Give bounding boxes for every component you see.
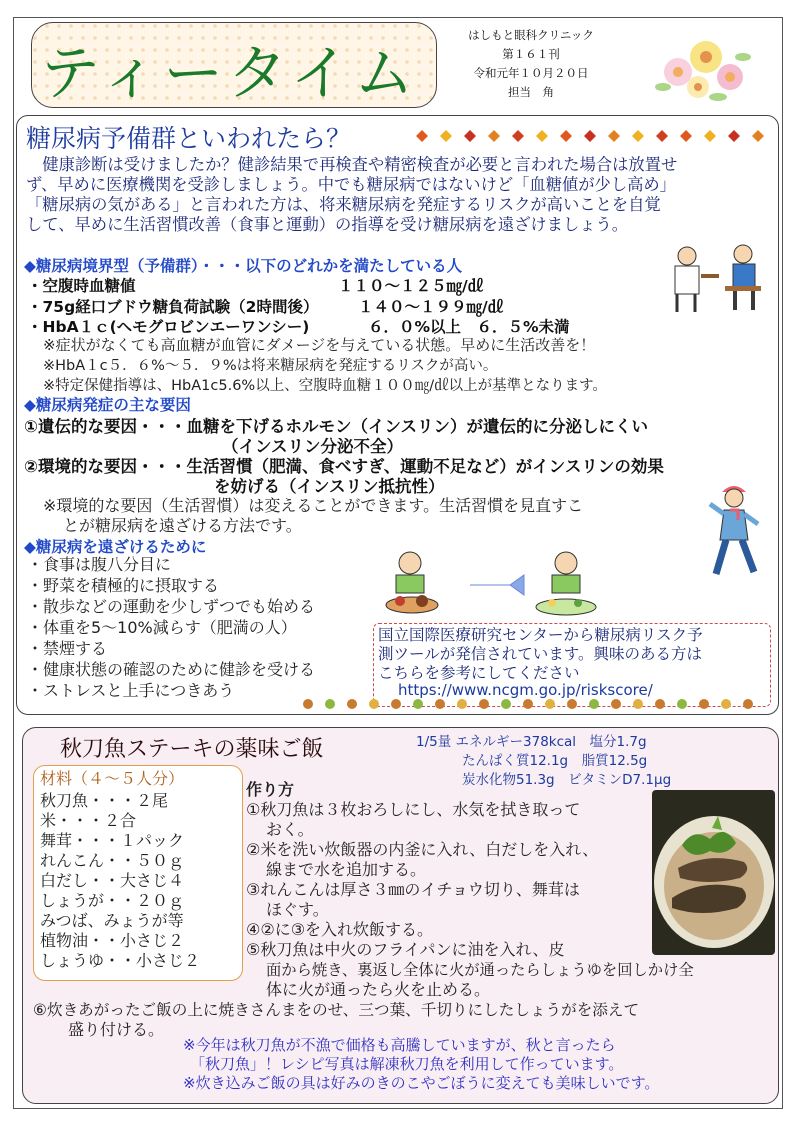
note-line: とが糖尿病を遠ざける方法です。 <box>63 516 302 535</box>
article-heading: 糖尿病予備群といわれたら？ <box>26 124 352 153</box>
issue-date: 令和元年１０月２０日 <box>473 66 589 80</box>
criterion-label: ・空腹時血糖値 <box>27 277 136 295</box>
prevention-item: ・食事は腹八分目に <box>27 555 172 574</box>
recipe-photo <box>652 790 775 955</box>
recipe-note: 「秋刀魚」！レシピ写真は解凍秋刀魚を利用して作っています。 <box>190 1055 624 1073</box>
step-line: 面から焼き、裏返し全体に火が通ったらしょうゆを回しかけ全 <box>266 961 694 979</box>
risk-tool-text: 測ツールが発信されています。興味のある方は <box>378 645 702 663</box>
step-line: ⑥炊きあがったご飯の上に焼きさんまをのせ、三つ葉、千切りにしたしょうがを添えて <box>33 1001 640 1019</box>
acorn-decoration-icon <box>300 698 770 710</box>
criterion-value: １１０～１２５㎎/㎗ <box>338 277 484 295</box>
risk-tool-text: 国立国際医療研究センターから糖尿病リスク予 <box>378 626 703 644</box>
ingredient-item: 植物油・・小さじ２ <box>40 931 185 950</box>
criterion-label: ・75g経口ブドウ糖負荷試験（2時間後） <box>27 298 319 316</box>
section-borderline-title: ◆糖尿病境界型（予備群）・・・以下のどれかを満たしている人 <box>24 257 463 275</box>
clinic-name: はしもと眼科クリニック <box>468 28 594 42</box>
step-line: 体に火が通ったら火を止める。 <box>266 980 491 999</box>
risk-tool-link[interactable]: https://www.ncgm.go.jp/riskscore/ <box>398 681 653 699</box>
criterion-value: １４０～１９９㎎/㎗ <box>358 298 504 316</box>
step-line: ほぐす。 <box>266 900 329 919</box>
cause-environmental: ②環境的な要因・・・生活習慣（肥満、食べすぎ、運動不足など）がインスリンの効果 <box>24 457 664 476</box>
section-prevention-title: ◆糖尿病を遠ざけるために <box>24 538 207 556</box>
step-line: 線まで水を追加する。 <box>266 860 427 879</box>
intro-line-1: 健康診断は受けましたか？健診結果で再検査や精密検査が必要と言われた場合は放置せ <box>26 155 678 174</box>
method-title: 作り方 <box>246 780 295 799</box>
nutrition-line: 1/5量 エネルギー378kcal 塩分1.7g <box>416 734 647 750</box>
newsletter-title: ティータイム <box>40 39 418 109</box>
prevention-item: ・ストレスと上手につきあう <box>27 681 235 700</box>
prevention-item: ・体重を5～10%減らす（肥満の人） <box>27 618 297 637</box>
author: 担当 角 <box>508 85 554 99</box>
step-line: おく。 <box>266 820 314 839</box>
nutrition-line: 炭水化物51.3g ビタミンD7.1μg <box>462 772 672 788</box>
autumn-leaves-decoration-icon <box>410 128 775 144</box>
step-line: ④②に③を入れ炊飯する。 <box>246 920 434 939</box>
prevention-item: ・禁煙する <box>27 639 108 658</box>
criterion-value: ６．０%以上 ６．５%未満 <box>368 318 570 336</box>
note-line: ※環境的な要因（生活習慣）は変えることができます。生活習慣を見直すこ <box>43 496 584 515</box>
step-line: ③れんこんは厚さ３㎜のイチョウ切り、舞茸は <box>246 880 580 899</box>
step-line: ①秋刀魚は３枚おろしにし、水気を拭き取って <box>246 800 581 819</box>
flower-illustration-icon <box>648 27 758 107</box>
prevention-item: ・健康状態の確認のために健診を受ける <box>27 660 316 679</box>
note-line: ※HbA１c５．６%～５．９%は将来糖尿病を発症するリスクが高い。 <box>43 358 498 374</box>
cause-environmental-detail: を妨げる（インスリン抵抗性） <box>214 477 445 496</box>
step-line: ②米を洗い炊飯器の内釜に入れ、白だしを入れ、 <box>246 840 599 859</box>
section-causes-title: ◆糖尿病発症の主な要因 <box>24 396 191 414</box>
note-line: ※症状がなくても高血糖が血管にダメージを与えている状態。早めに生活改善を！ <box>43 336 596 354</box>
ingredient-item: れんこん・・５０ｇ <box>40 851 185 870</box>
ingredient-item: しょうが・・２０ｇ <box>40 891 185 910</box>
intro-line-2: ず、早めに医療機関を受診しましょう。中でも糖尿病ではないけど「血糖値が少し高め」 <box>26 175 676 194</box>
ingredient-item: みつば、みょうが等 <box>40 911 184 930</box>
recipe-title: 秋刀魚ステーキの薬味ご飯 <box>60 737 324 762</box>
recipe-note: ※今年は秋刀魚が不漁で価格も高騰していますが、秋と言ったら <box>183 1036 616 1054</box>
cause-genetic-detail: （インスリン分泌不全） <box>222 437 404 456</box>
intro-line-3: 「糖尿病の気がある」と言われた方は、将来糖尿病を発症するリスクが高いことを自覚 <box>26 195 661 214</box>
nutrition-line: たんぱく質12.1g 脂質12.5g <box>462 753 648 769</box>
issue-number: 第１６１刊 <box>502 47 560 61</box>
healthy-eating-illustration-icon <box>380 545 602 620</box>
step-line: 盛り付ける。 <box>68 1020 165 1039</box>
step-line: ⑤秋刀魚は中火のフライパンに油を入れ、皮 <box>246 940 565 959</box>
ingredient-item: 米・・・２合 <box>40 811 137 830</box>
doctor-patient-illustration-icon <box>665 236 771 316</box>
note-line: ※特定保健指導は、HbA1c5.6%以上、空腹時血糖１００㎎/㎗以上が基準となります。 <box>43 378 607 394</box>
ingredient-item: しょうゆ・・小さじ２ <box>40 951 201 970</box>
ingredient-item: 白だし・・大さじ４ <box>40 871 185 890</box>
ingredient-item: 秋刀魚・・・２尾 <box>40 791 169 810</box>
prevention-item: ・野菜を積極的に摂取する <box>27 576 220 595</box>
risk-tool-text: こちらを参考にしてください <box>378 664 580 682</box>
criterion-label: ・HbA１ｃ(ヘモグロビンエーワンシー) <box>27 318 310 336</box>
intro-line-4: して、早めに生活習慣改善（食事と運動）の指導を受け糖尿病を遠ざけましょう。 <box>26 215 629 234</box>
ingredient-item: 舞茸・・・１パック <box>40 831 185 850</box>
walking-person-illustration-icon <box>700 480 768 580</box>
ingredients-title: 材料（４～５人分） <box>40 769 185 788</box>
prevention-item: ・散歩などの運動を少しずつでも始める <box>27 597 316 616</box>
cause-genetic: ①遺伝的な要因・・・血糖を下げるホルモン（インスリン）が遺伝的に分泌しにくい <box>24 417 648 436</box>
recipe-note: ※炊き込みご飯の具は好みのきのこやごぼうに変えても美味しいです。 <box>183 1074 660 1092</box>
